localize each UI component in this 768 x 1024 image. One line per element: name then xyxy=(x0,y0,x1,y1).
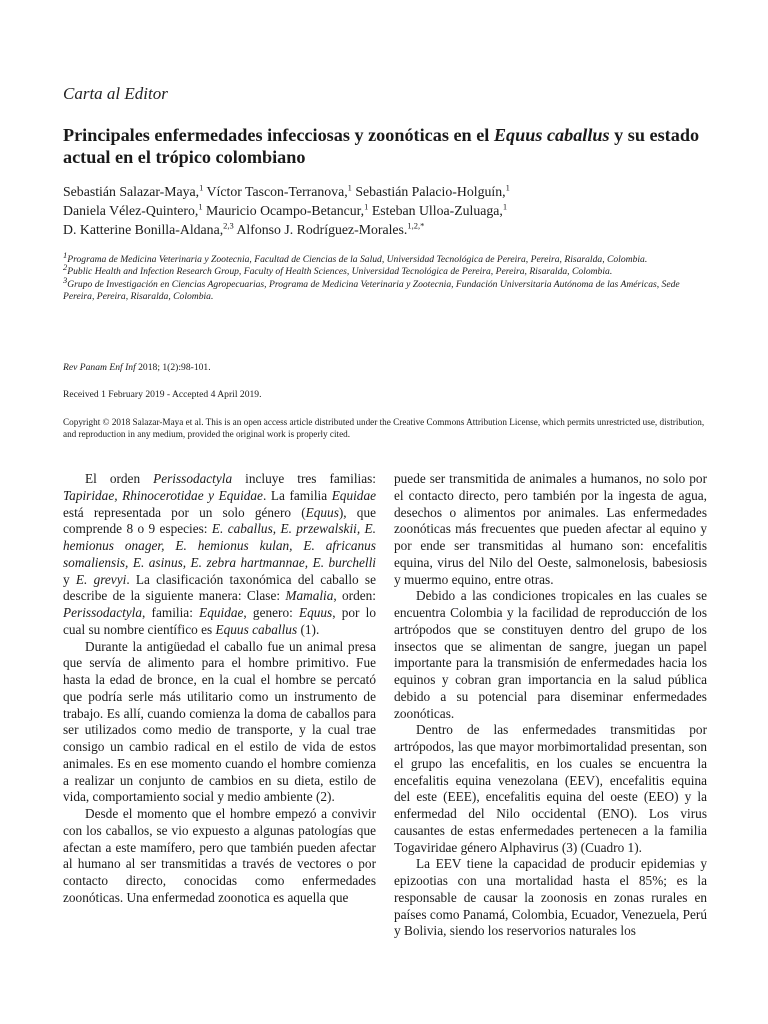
p1-run: , familia: xyxy=(142,605,200,620)
author: D. Katterine Bonilla-Aldana, xyxy=(63,222,224,237)
paragraph: Dentro de las enfermedades transmitidas por artrópodos, las que mayor morbimortalidad presentan, son el grupo las encefalitis, en los cuales se encuentra la encefalitis equina venezolana (EEV), encefalitis equina del este (EEE), encefalitis equina del oeste (EEO) y la enfermedad del Nilo occidental (ENO). Los virus causantes de estas enfermedades pertenecen a la familia Togaviridae género Alphavirus (3) (Cuadro 1). xyxy=(394,722,707,855)
title-text-end: y su estado actual en el trópico colombiano xyxy=(63,125,700,167)
p1-run: Perissodactyla xyxy=(153,471,233,486)
p1-run: (1). xyxy=(297,621,320,637)
affiliation-text: Public Health and Infection Research Group, Faculty of Health Sciences, Universidad Tecnológica de Pereira, Pereira, Risaralda, Colombia. xyxy=(67,266,613,278)
author-affiliation-ref: 1 xyxy=(199,182,204,193)
article-title xyxy=(63,124,713,168)
p1-run: , orden: xyxy=(333,588,376,604)
p1-run: E. grevyi xyxy=(75,571,127,587)
title-species: Equus caballus xyxy=(493,125,610,145)
author: Alfonso J. Rodríguez-Morales. xyxy=(233,222,408,237)
p1-run: está representada por un solo género ( xyxy=(63,504,306,520)
paragraph: La EEV tiene la capacidad de producir epidemias y epizootias con una mortalidad hasta el 85%; es la responsable de causar la zoonosis en zonas rurales en países como Panamá, Colombia, Ecuador, Venezuela, Perú y Bolivia, siendo los reservorios naturales los xyxy=(394,856,707,939)
citation-details: 2018; 1(2):98-101. xyxy=(135,362,211,373)
p1-run: Perissodactyla xyxy=(63,605,143,620)
author: Sebastián Salazar-Maya, xyxy=(63,184,200,199)
section-label: Carta al Editor xyxy=(63,84,168,103)
p1-run: E. caballus, E. przewalskii, E. hemionus onager, E. hemionus kulan, E. africanus somaliensis, E. asinus, E. zebra hartmannae, E. burchelli xyxy=(63,521,376,570)
p1-run: Equus caballus xyxy=(215,621,298,637)
author-affiliation-ref: 1,2,* xyxy=(407,220,425,231)
p1-run: El orden xyxy=(85,471,154,486)
p1-run: , por lo cual su nombre científico es xyxy=(63,605,376,637)
journal-citation xyxy=(63,362,211,373)
affiliation-number: 3 xyxy=(63,274,68,285)
author: Mauricio Ocampo-Betancur, xyxy=(202,203,365,218)
affiliation-text: Programa de Medicina Veterinaria y Zootecnia, Facultad de Ciencias de la Salud, Universidad Tecnológica de Pereira, Pereira, Risaralda, Colombia. xyxy=(67,254,648,265)
p1-run: ), que comprende 8 o 9 especies: xyxy=(63,504,376,537)
affiliation-text: Grupo de Investigación en Ciencias Agropecuarias, Programa de Medicina Veterinaria y Zootecnia, Fundación Universitaria Autónoma de las Américas, Sede Pereira, Pereira, Risaralda, Colombia. xyxy=(63,278,680,303)
body-column-right xyxy=(394,471,707,940)
copyright-notice: Copyright © 2018 Salazar-Maya et al. This is an open access article distributed under the Creative Commons Attribution License, which permits unrestricted use, distribution, and reproduction in any medium, provided the original work is properly cited. xyxy=(63,417,705,440)
p1-run: , genero: xyxy=(243,605,299,620)
p1-run: . La familia xyxy=(262,487,332,503)
title-text: Principales enfermedades infecciosas y zoonóticas en el xyxy=(63,125,494,145)
author-affiliation-ref: 1 xyxy=(502,201,508,212)
paragraph: Durante la antigüedad el caballo fue un animal presa que servía de alimento para el hombre primitivo. Fue hasta la edad de bronce, en la cual el hombre se percató que podría serle más utilitario como un instrumento de trabajo. Es allí, cuando comienza la doma de caballos para ser utilizados como medio de transporte, y la cual trae consigo un cambio radical en el estilo de vida de estos animales. Es en ese momento cuando el hombre comienza a realizar un conjunto de cambios en su dieta, estilo de vida, comportamiento social y medio ambiente (2). xyxy=(63,638,376,805)
p1-run: y xyxy=(63,571,76,587)
p1-run: Tapiridae, Rhinocerotidae y Equidae xyxy=(63,487,263,503)
author-affiliation-ref: 1 xyxy=(364,201,369,212)
p1-run: incluye tres familias: xyxy=(232,471,376,486)
affiliation xyxy=(63,249,711,266)
paragraph xyxy=(63,471,376,639)
author-list xyxy=(63,182,723,239)
affiliation xyxy=(63,274,711,304)
p1-run: . La clasificación taxonómica del caballo se describe de la siguiente manera: Clase: xyxy=(63,571,376,604)
author-affiliation-ref: 2,3 xyxy=(223,220,234,231)
author: Daniela Vélez-Quintero, xyxy=(63,203,199,218)
affiliation xyxy=(63,262,711,278)
author: Víctor Tascon-Terranova, xyxy=(203,184,348,199)
author-affiliation-ref: 1 xyxy=(198,201,203,212)
author-affiliation-ref: 1 xyxy=(505,182,510,193)
p1-run: Equus xyxy=(298,605,333,620)
author: Esteban Ulloa-Zuluaga, xyxy=(368,203,503,218)
p1-run: Equidae xyxy=(199,605,244,620)
p1-run: Mamalia xyxy=(285,588,334,604)
body-column-left xyxy=(63,471,376,907)
author: Sebastián Palacio-Holguín, xyxy=(351,184,506,199)
paragraph: Debido a las condiciones tropicales en las cuales se encuentra Colombia y la facilidad de reproducción de los artrópodos que se constituyen dentro del grupo de los insectos que se alimentan de sangre, juegan un papel importante para la transmisión de enfermedades hacia los equinos y cobran gran importancia en la salud pública debido a su potencial para diseminar enfermedades zoonóticas. xyxy=(394,588,707,721)
received-dates: Received 1 February 2019 - Accepted 4 April 2019. xyxy=(63,389,262,400)
p1-run: Equidae xyxy=(331,487,376,503)
paragraph-continued: puede ser transmitida de animales a humanos, no solo por el contacto directo, pero también por la ingesta de agua, desechos o alimentos por animales. Las enfermedades zoonóticas más frecuentes que pueden afectar al equino y por ende ser transmitidas al humano son: encefalitis equina, virus del Nilo del Oeste, salmonelosis, babesiosis y muermo equino, entre otras. xyxy=(394,471,707,587)
journal-name: Rev Panam Enf Inf xyxy=(63,362,136,373)
affiliation-number: 1 xyxy=(63,249,68,260)
affiliations xyxy=(63,249,711,304)
paragraph: Desde el momento que el hombre empezó a convivir con los caballos, se vio expuesto a algunas patologías que afectan a este mamífero, pero que también pueden afectar al humano al ser transmitidas a través de vectores o por contacto directo, conocidas como enfermedades zoonóticas. Una enfermedad zoonotica es aquella que xyxy=(63,806,376,905)
author-affiliation-ref: 1 xyxy=(347,182,352,193)
affiliation-number: 2 xyxy=(63,262,68,273)
p1-run: Equus xyxy=(305,504,339,520)
